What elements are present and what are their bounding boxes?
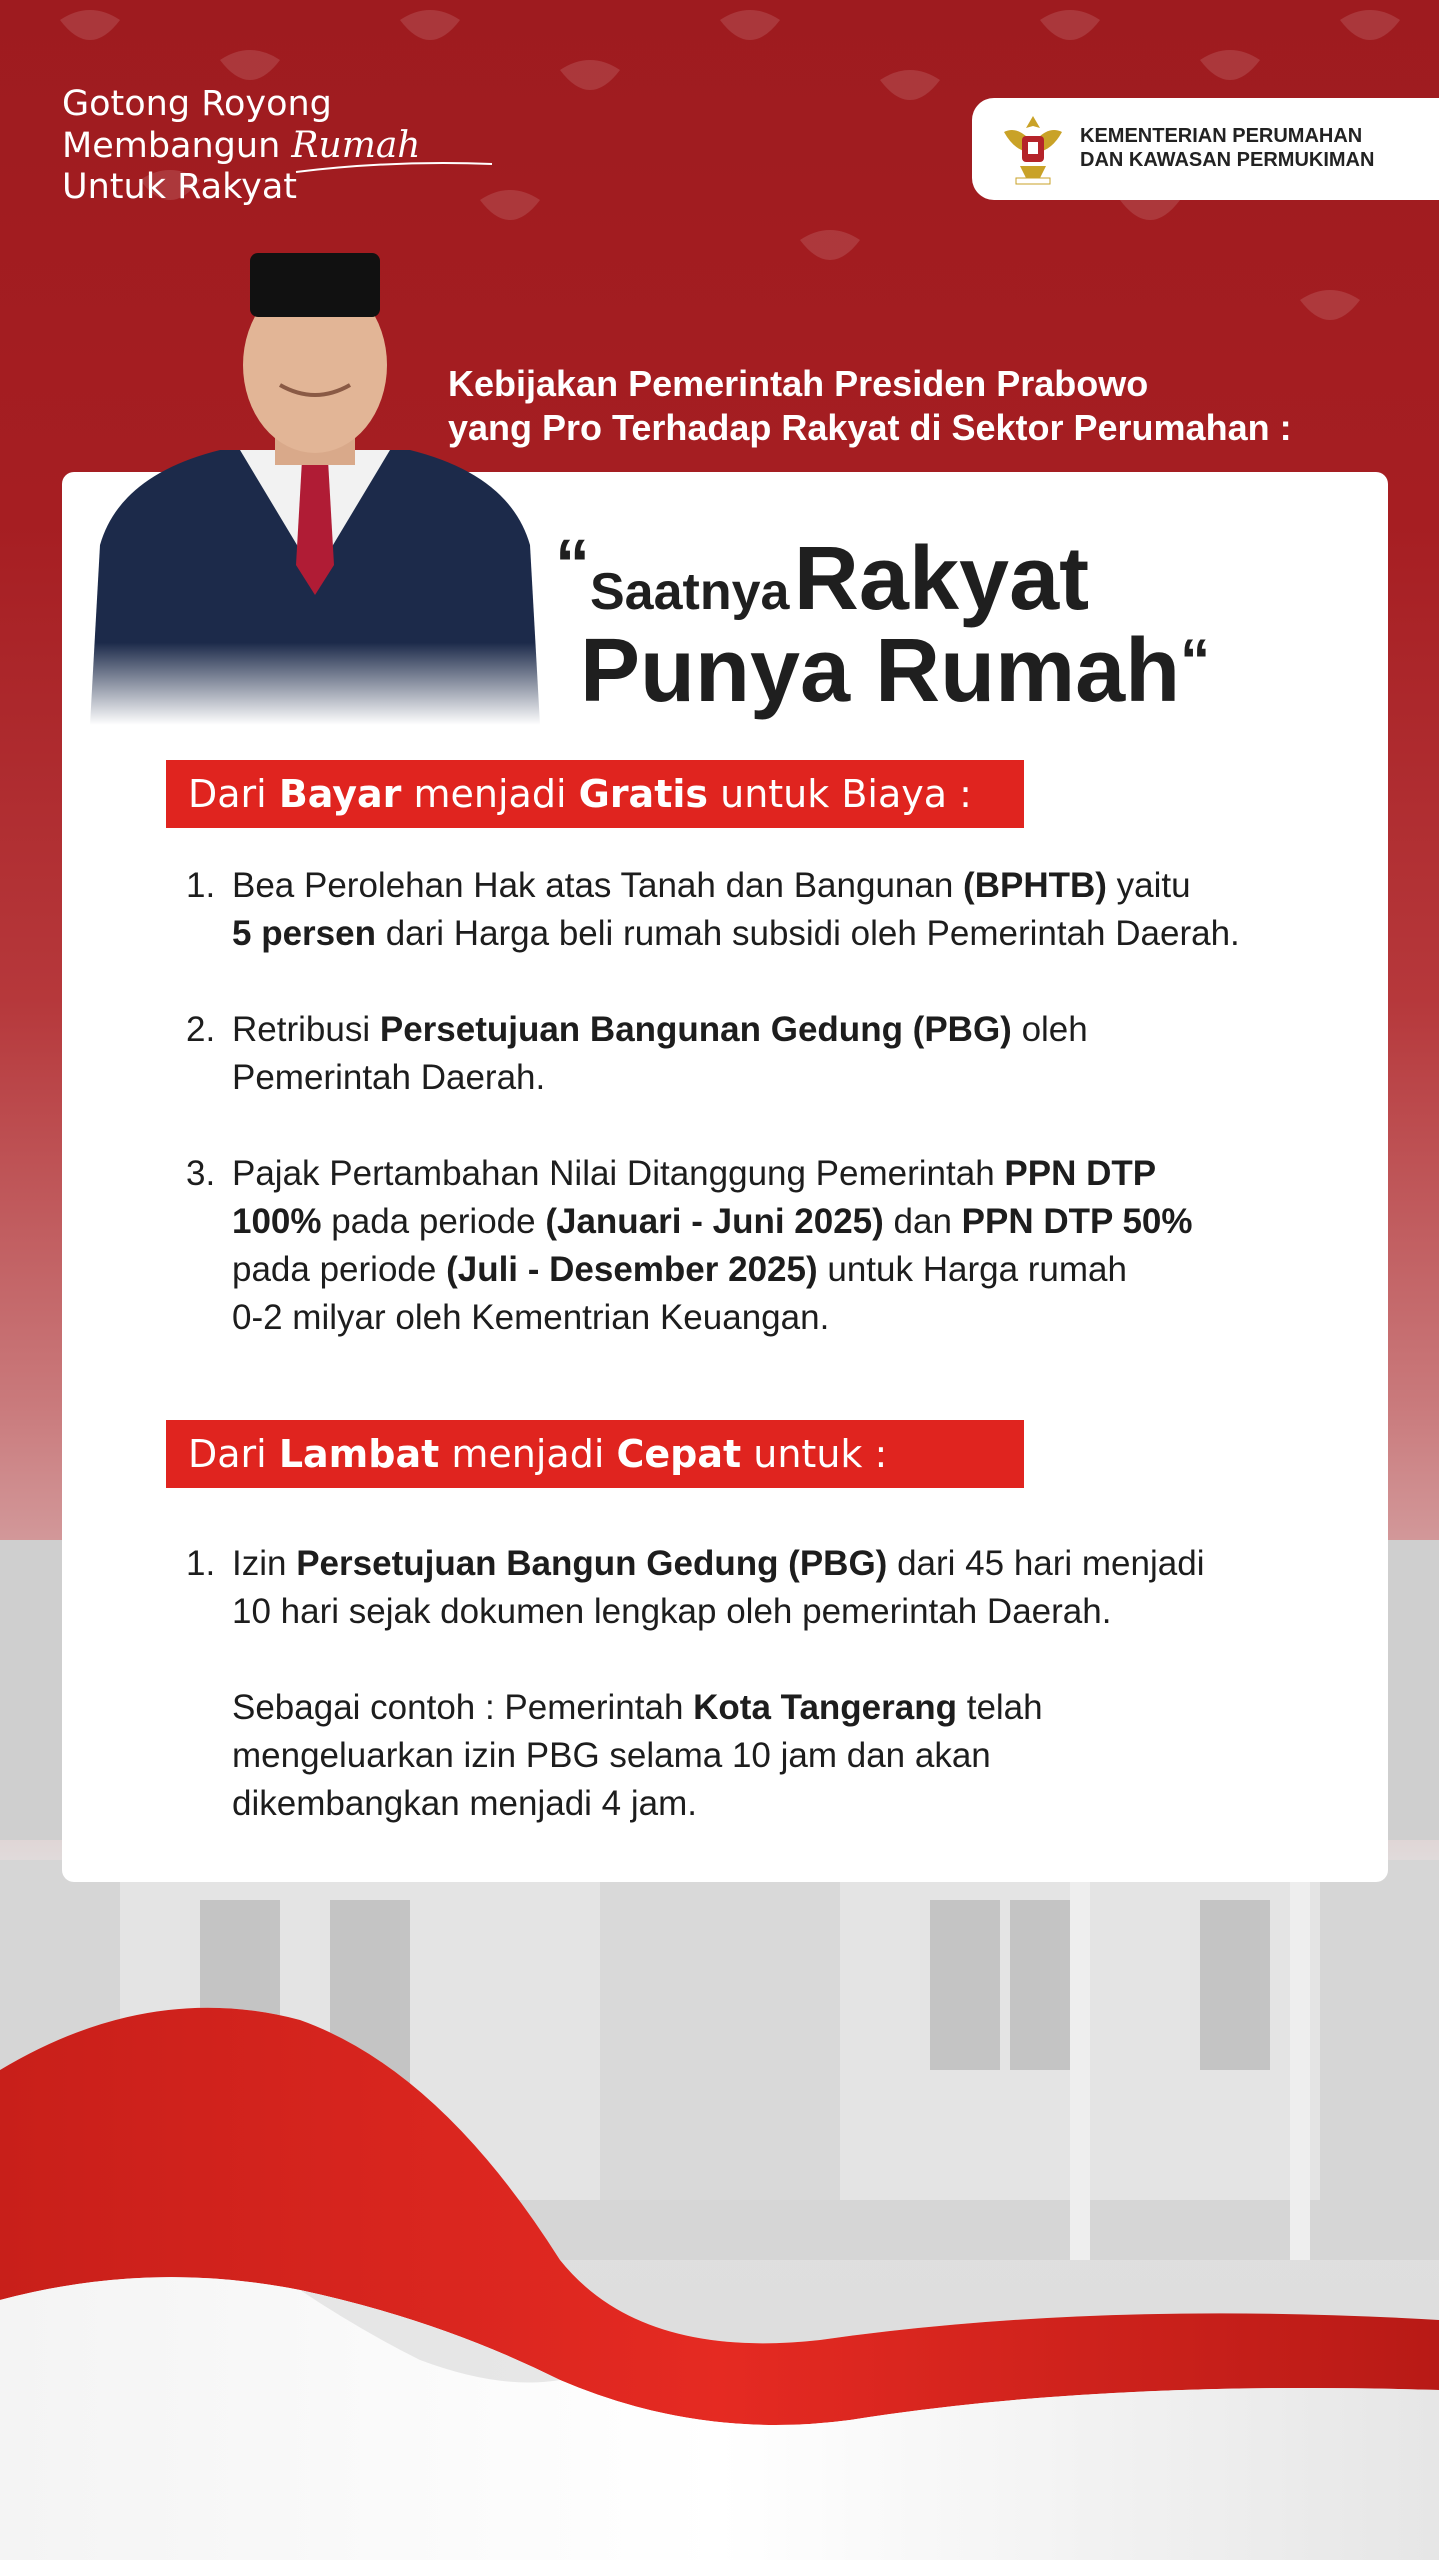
ministry-badge	[972, 98, 1439, 200]
policy-headline-line2: yang Pro Terhadap Rakyat di Sektor Perumahan :	[448, 407, 1292, 448]
example-line	[232, 1684, 1043, 1732]
label1-to: Gratis	[578, 772, 709, 816]
bold-span: Persetujuan Bangunan Gedung (PBG)	[379, 1010, 1012, 1049]
tagline-line3: Untuk Rakyat	[62, 167, 298, 207]
label2-suffix: untuk :	[753, 1432, 888, 1476]
bold-span: PPN DTP 50%	[961, 1202, 1193, 1241]
quote-word-saatnya: Saatnya	[590, 563, 790, 621]
swoosh-underline	[294, 158, 494, 174]
item-number: 1.	[186, 866, 216, 905]
quote-punya-rumah: Punya Rumah	[580, 621, 1181, 721]
item-number: 1.	[186, 1544, 216, 1583]
tagline-line1: Gotong Royong	[62, 84, 332, 124]
label2-to: Cepat	[616, 1432, 742, 1476]
label1-middle: menjadi	[413, 772, 567, 816]
ministry-name	[1080, 124, 1374, 172]
tagline-script-word: Rumah	[291, 125, 421, 166]
text-span: telah	[966, 1688, 1043, 1727]
text-span: yaitu	[1116, 866, 1191, 905]
label2-prefix: Dari	[188, 1432, 267, 1476]
item-number: 3.	[186, 1154, 216, 1193]
text-span: Bea Perolehan Hak atas Tanah dan Bangunan	[232, 866, 954, 905]
quote-line1	[555, 525, 1090, 631]
president-portrait	[90, 245, 540, 725]
indonesian-flag	[0, 1960, 1439, 2560]
section-label-free-costs	[166, 760, 1024, 828]
bold-span: Persetujuan Bangun Gedung (PBG)	[296, 1544, 888, 1583]
example-paragraph	[232, 1684, 1043, 1828]
label2-middle: menjadi	[451, 1432, 605, 1476]
bold-span: (BPHTB)	[963, 866, 1107, 905]
label1-prefix: Dari	[188, 772, 267, 816]
bold-span: PPN DTP	[1004, 1154, 1157, 1193]
policy-headline-line1: Kebijakan Pemerintah Presiden Prabowo	[448, 363, 1149, 404]
policy-headline	[448, 362, 1292, 450]
item-line	[232, 1054, 1088, 1102]
item-text	[232, 862, 1240, 958]
quote-word-rakyat: Rakyat	[793, 529, 1090, 629]
text-span: Izin	[232, 1544, 287, 1583]
text-span: pada periode	[232, 1250, 437, 1289]
text-span: pada periode	[331, 1202, 536, 1241]
text-span: 10 hari sejak dokumen lengkap oleh pemerintah Daerah.	[232, 1592, 1112, 1631]
tagline-line2-prefix: Membangun	[62, 126, 281, 166]
bold-span: (Januari - Juni 2025)	[545, 1202, 884, 1241]
tagline-logo	[62, 84, 420, 208]
item-text	[232, 1150, 1193, 1342]
quote-open-mark: “	[555, 525, 590, 603]
quote-close-mark: “	[1180, 627, 1211, 694]
quote-line2	[580, 620, 1210, 723]
item-text	[232, 1540, 1204, 1636]
text-span: dari 45 hari menjadi	[897, 1544, 1205, 1583]
bold-span: Kota Tangerang	[693, 1688, 957, 1727]
text-span: Pemerintah Daerah.	[232, 1058, 546, 1097]
section-label-faster-process	[166, 1420, 1024, 1488]
text-span: dan	[893, 1202, 952, 1241]
label1-from: Bayar	[278, 772, 402, 816]
garuda-emblem-icon	[1000, 112, 1066, 186]
item-line	[232, 1006, 1088, 1054]
ministry-name-line2: DAN KAWASAN PERMUKIMAN	[1080, 149, 1375, 171]
text-span: dari Harga beli rumah subsidi oleh Pemerintah Daerah.	[385, 914, 1240, 953]
item-line	[232, 1150, 1193, 1198]
item-line	[232, 1198, 1193, 1246]
example-line: dikembangkan menjadi 4 jam.	[232, 1784, 697, 1823]
example-line: mengeluarkan izin PBG selama 10 jam dan akan	[232, 1736, 991, 1775]
ministry-name-line1: KEMENTERIAN PERUMAHAN	[1080, 125, 1363, 147]
item-text	[232, 1006, 1088, 1102]
bold-span: 100%	[232, 1202, 322, 1241]
item-number: 2.	[186, 1010, 216, 1049]
item-line	[232, 910, 1240, 958]
text-span: untuk Harga rumah	[827, 1250, 1127, 1289]
item-line	[232, 1294, 1193, 1342]
text-span: oleh	[1021, 1010, 1088, 1049]
text-span: Retribusi	[232, 1010, 371, 1049]
item-line	[232, 1540, 1204, 1588]
text-span: Pajak Pertambahan Nilai Ditanggung Pemerintah	[232, 1154, 995, 1193]
bold-span: (Juli - Desember 2025)	[446, 1250, 818, 1289]
label2-from: Lambat	[278, 1432, 440, 1476]
label1-suffix: untuk Biaya :	[720, 772, 972, 816]
bold-span: 5 persen	[232, 914, 376, 953]
text-span: 0-2 milyar oleh Kementrian Keuangan.	[232, 1298, 830, 1337]
item-line	[232, 1246, 1193, 1294]
text-span: Sebagai contoh : Pemerintah	[232, 1688, 684, 1727]
item-line	[232, 862, 1240, 910]
item-line	[232, 1588, 1204, 1636]
